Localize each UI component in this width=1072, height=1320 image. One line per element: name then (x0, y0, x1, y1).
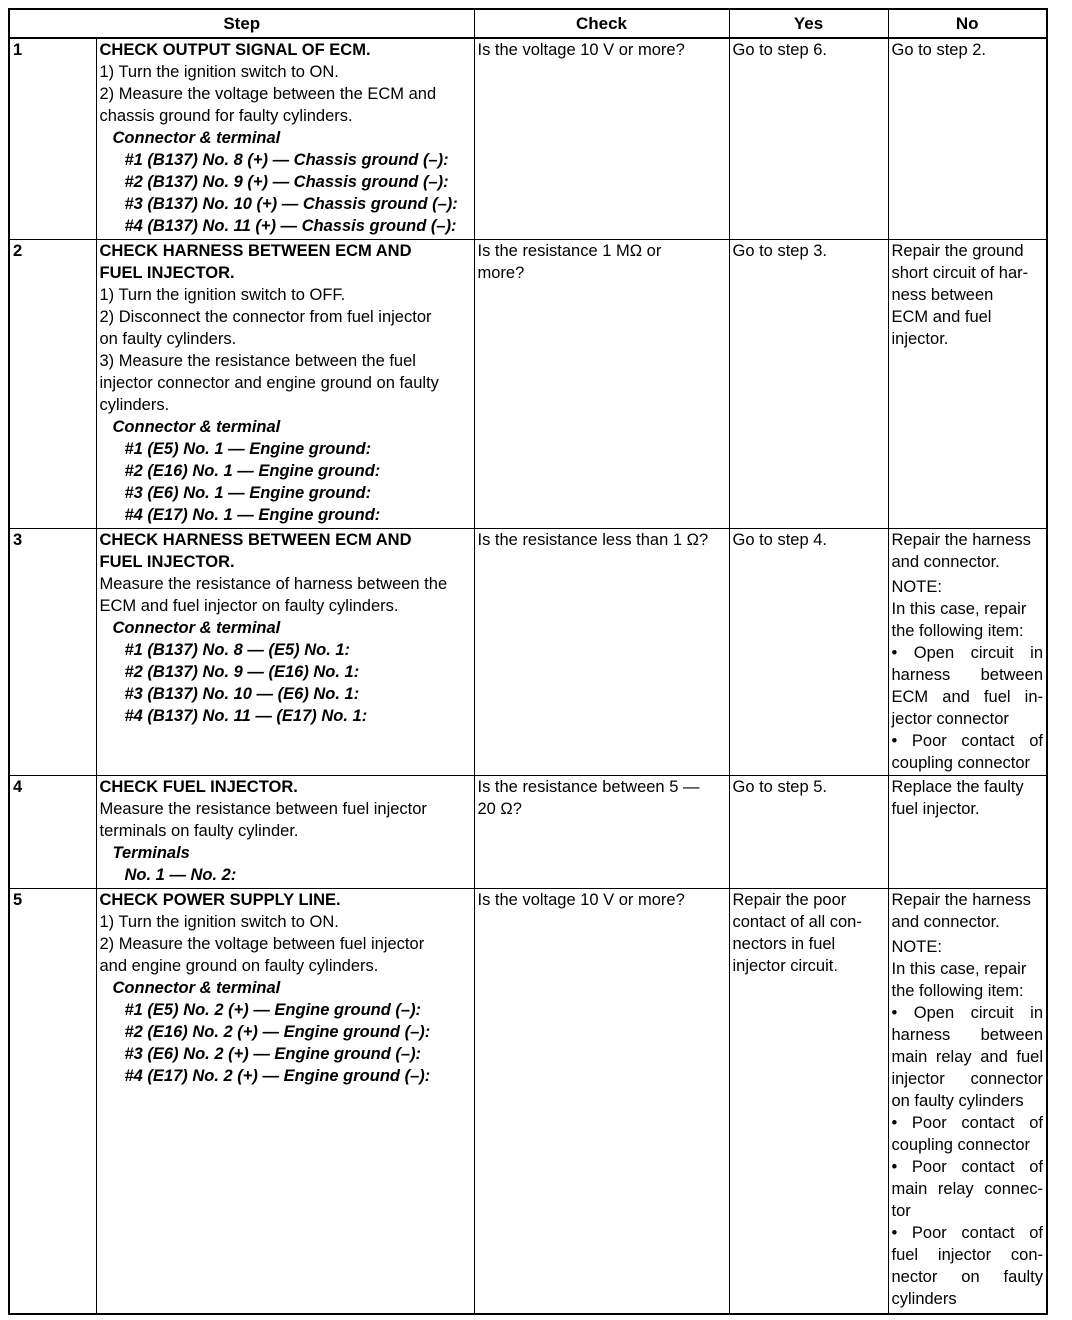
yes-text: Repair the poor (732, 891, 847, 909)
connector-item: #2 (B137) No. 9 — (E16) No. 1: (124, 663, 360, 681)
yes-text: Go to step 3. (732, 242, 827, 260)
note-text: the following item: (891, 982, 1024, 1000)
bullet-line: harness between (891, 1026, 1043, 1044)
no-text: ness between (891, 286, 994, 304)
check-text: more? (477, 264, 525, 282)
bullet-line: • Poor contact of (891, 1224, 1043, 1242)
bullet-line: main relay connec- (891, 1180, 1043, 1198)
connector-item: #3 (B137) No. 10 (+) — Chassis ground (–): (124, 195, 458, 213)
check-cell (474, 889, 729, 1315)
connector-item: #3 (E6) No. 2 (+) — Engine ground (–): (124, 1045, 422, 1063)
bullet-line: cylinders (891, 1290, 957, 1308)
step-line: terminals on faulty cylinder. (99, 822, 299, 840)
check-text: Is the resistance 1 MΩ or (477, 242, 662, 260)
yes-text: injector circuit. (732, 957, 838, 975)
connector-heading: Connector & terminal (112, 619, 281, 637)
no-cell (888, 529, 1047, 776)
step-line: injector connector and engine ground on faulty (99, 374, 439, 392)
step-title: CHECK FUEL INJECTOR. (99, 778, 298, 796)
step-description (96, 240, 474, 529)
no-text: and connector. (891, 913, 1000, 931)
bullet-line: • Poor contact of (891, 732, 1043, 750)
no-text: Repair the harness (891, 891, 1031, 909)
no-text: and connector. (891, 553, 1000, 571)
step-number: 2 (9, 240, 96, 529)
yes-text: Go to step 4. (732, 531, 827, 549)
step-line: 1) Turn the ignition switch to ON. (99, 913, 339, 931)
step-title: CHECK OUTPUT SIGNAL OF ECM. (99, 41, 371, 59)
step-line: and engine ground on faulty cylinders. (99, 957, 379, 975)
no-cell (888, 889, 1047, 1315)
header-yes: Yes (729, 9, 888, 38)
yes-cell (729, 889, 888, 1315)
step-title: CHECK HARNESS BETWEEN ECM AND (99, 531, 412, 549)
connector-item: #1 (E5) No. 2 (+) — Engine ground (–): (124, 1001, 422, 1019)
table-row (9, 529, 1047, 776)
bullet-line: • Open circuit in (891, 644, 1043, 662)
diagnostic-table (8, 8, 1048, 1315)
connector-heading: Connector & terminal (112, 418, 281, 436)
no-text: fuel injector. (891, 800, 980, 818)
note-label: NOTE: (891, 578, 942, 596)
bullet-line: on faulty cylinders (891, 1092, 1024, 1110)
step-title: FUEL INJECTOR. (99, 264, 235, 282)
bullet-line: jector connector (891, 710, 1009, 728)
terminal-item: No. 1 — No. 2: (124, 866, 237, 884)
connector-heading: Connector & terminal (112, 979, 281, 997)
step-line: on faulty cylinders. (99, 330, 237, 348)
step-description (96, 889, 474, 1315)
table-row (9, 776, 1047, 889)
step-number: 3 (9, 529, 96, 776)
step-number: 5 (9, 889, 96, 1315)
no-text: ECM and fuel (891, 308, 992, 326)
header-check: Check (474, 9, 729, 38)
bullet-line: coupling connector (891, 754, 1031, 772)
connector-item: #4 (E17) No. 1 — Engine ground: (124, 506, 381, 524)
connector-item: #3 (E6) No. 1 — Engine ground: (124, 484, 372, 502)
step-line: Measure the resistance between fuel injector (99, 800, 427, 818)
yes-text: Go to step 6. (732, 41, 827, 59)
note-label: NOTE: (891, 938, 942, 956)
terminals-heading: Terminals (112, 844, 190, 862)
yes-cell (729, 529, 888, 776)
no-text: Repair the harness (891, 531, 1031, 549)
check-cell (474, 529, 729, 776)
bullet-line: • Poor contact of (891, 1158, 1043, 1176)
check-text: Is the voltage 10 V or more? (477, 41, 685, 59)
no-cell (888, 38, 1047, 240)
note-text: In this case, repair (891, 960, 1027, 978)
bullet-line: harness between (891, 666, 1043, 684)
yes-text: contact of all con- (732, 913, 862, 931)
no-text: short circuit of har- (891, 264, 1029, 282)
yes-cell (729, 38, 888, 240)
step-number: 4 (9, 776, 96, 889)
step-description (96, 38, 474, 240)
yes-cell (729, 776, 888, 889)
step-line: Measure the resistance of harness between the (99, 575, 448, 593)
header-no: No (888, 9, 1047, 38)
bullet-line: ECM and fuel in- (891, 688, 1043, 706)
connector-item: #2 (E16) No. 2 (+) — Engine ground (–): (124, 1023, 431, 1041)
step-title: CHECK HARNESS BETWEEN ECM AND (99, 242, 412, 260)
check-cell (474, 240, 729, 529)
step-description (96, 529, 474, 776)
bullet-line: • Poor contact of (891, 1114, 1043, 1132)
check-cell (474, 776, 729, 889)
bullet-line: • Open circuit in (891, 1004, 1043, 1022)
bullet-line: tor (891, 1202, 911, 1220)
connector-item: #1 (B137) No. 8 (+) — Chassis ground (–): (124, 151, 449, 169)
table-row (9, 240, 1047, 529)
note-text: In this case, repair (891, 600, 1027, 618)
connector-heading: Connector & terminal (112, 129, 281, 147)
step-line: ECM and fuel injector on faulty cylinders. (99, 597, 399, 615)
connector-item: #4 (B137) No. 11 (+) — Chassis ground (–): (124, 217, 457, 235)
connector-item: #4 (E17) No. 2 (+) — Engine ground (–): (124, 1067, 431, 1085)
connector-item: #4 (B137) No. 11 — (E17) No. 1: (124, 707, 368, 725)
step-line: 1) Turn the ignition switch to OFF. (99, 286, 346, 304)
bullet-line: injector connector (891, 1070, 1043, 1088)
step-line: 1) Turn the ignition switch to ON. (99, 63, 339, 81)
step-line: 2) Measure the voltage between fuel injector (99, 935, 425, 953)
step-line: cylinders. (99, 396, 170, 414)
no-text: injector. (891, 330, 949, 348)
step-title: FUEL INJECTOR. (99, 553, 235, 571)
connector-item: #1 (E5) No. 1 — Engine ground: (124, 440, 372, 458)
bullet-line: fuel injector con- (891, 1246, 1043, 1264)
step-line: 2) Measure the voltage between the ECM and (99, 85, 437, 103)
header-step: Step (9, 9, 474, 38)
check-text: Is the voltage 10 V or more? (477, 891, 685, 909)
note-text: the following item: (891, 622, 1024, 640)
yes-text: Go to step 5. (732, 778, 827, 796)
step-title: CHECK POWER SUPPLY LINE. (99, 891, 341, 909)
step-line: 2) Disconnect the connector from fuel injector (99, 308, 432, 326)
connector-item: #2 (B137) No. 9 (+) — Chassis ground (–): (124, 173, 449, 191)
step-line: 3) Measure the resistance between the fuel (99, 352, 416, 370)
check-text: Is the resistance less than 1 Ω? (477, 531, 709, 549)
no-cell (888, 240, 1047, 529)
no-text: Repair the ground (891, 242, 1024, 260)
no-text: Go to step 2. (891, 41, 986, 59)
check-text: Is the resistance between 5 — (477, 778, 700, 796)
connector-item: #3 (B137) No. 10 — (E6) No. 1: (124, 685, 360, 703)
header-row (9, 9, 1047, 38)
yes-text: nectors in fuel (732, 935, 836, 953)
bullet-line: coupling connector (891, 1136, 1031, 1154)
step-description (96, 776, 474, 889)
check-text: 20 Ω? (477, 800, 522, 818)
no-text: Replace the faulty (891, 778, 1024, 796)
no-cell (888, 776, 1047, 889)
check-cell (474, 38, 729, 240)
yes-cell (729, 240, 888, 529)
table-row (9, 38, 1047, 240)
step-number: 1 (9, 38, 96, 240)
bullet-line: main relay and fuel (891, 1048, 1043, 1066)
step-line: chassis ground for faulty cylinders. (99, 107, 353, 125)
connector-item: #1 (B137) No. 8 — (E5) No. 1: (124, 641, 351, 659)
connector-item: #2 (E16) No. 1 — Engine ground: (124, 462, 381, 480)
bullet-line: nector on faulty (891, 1268, 1043, 1286)
table-row (9, 889, 1047, 1315)
